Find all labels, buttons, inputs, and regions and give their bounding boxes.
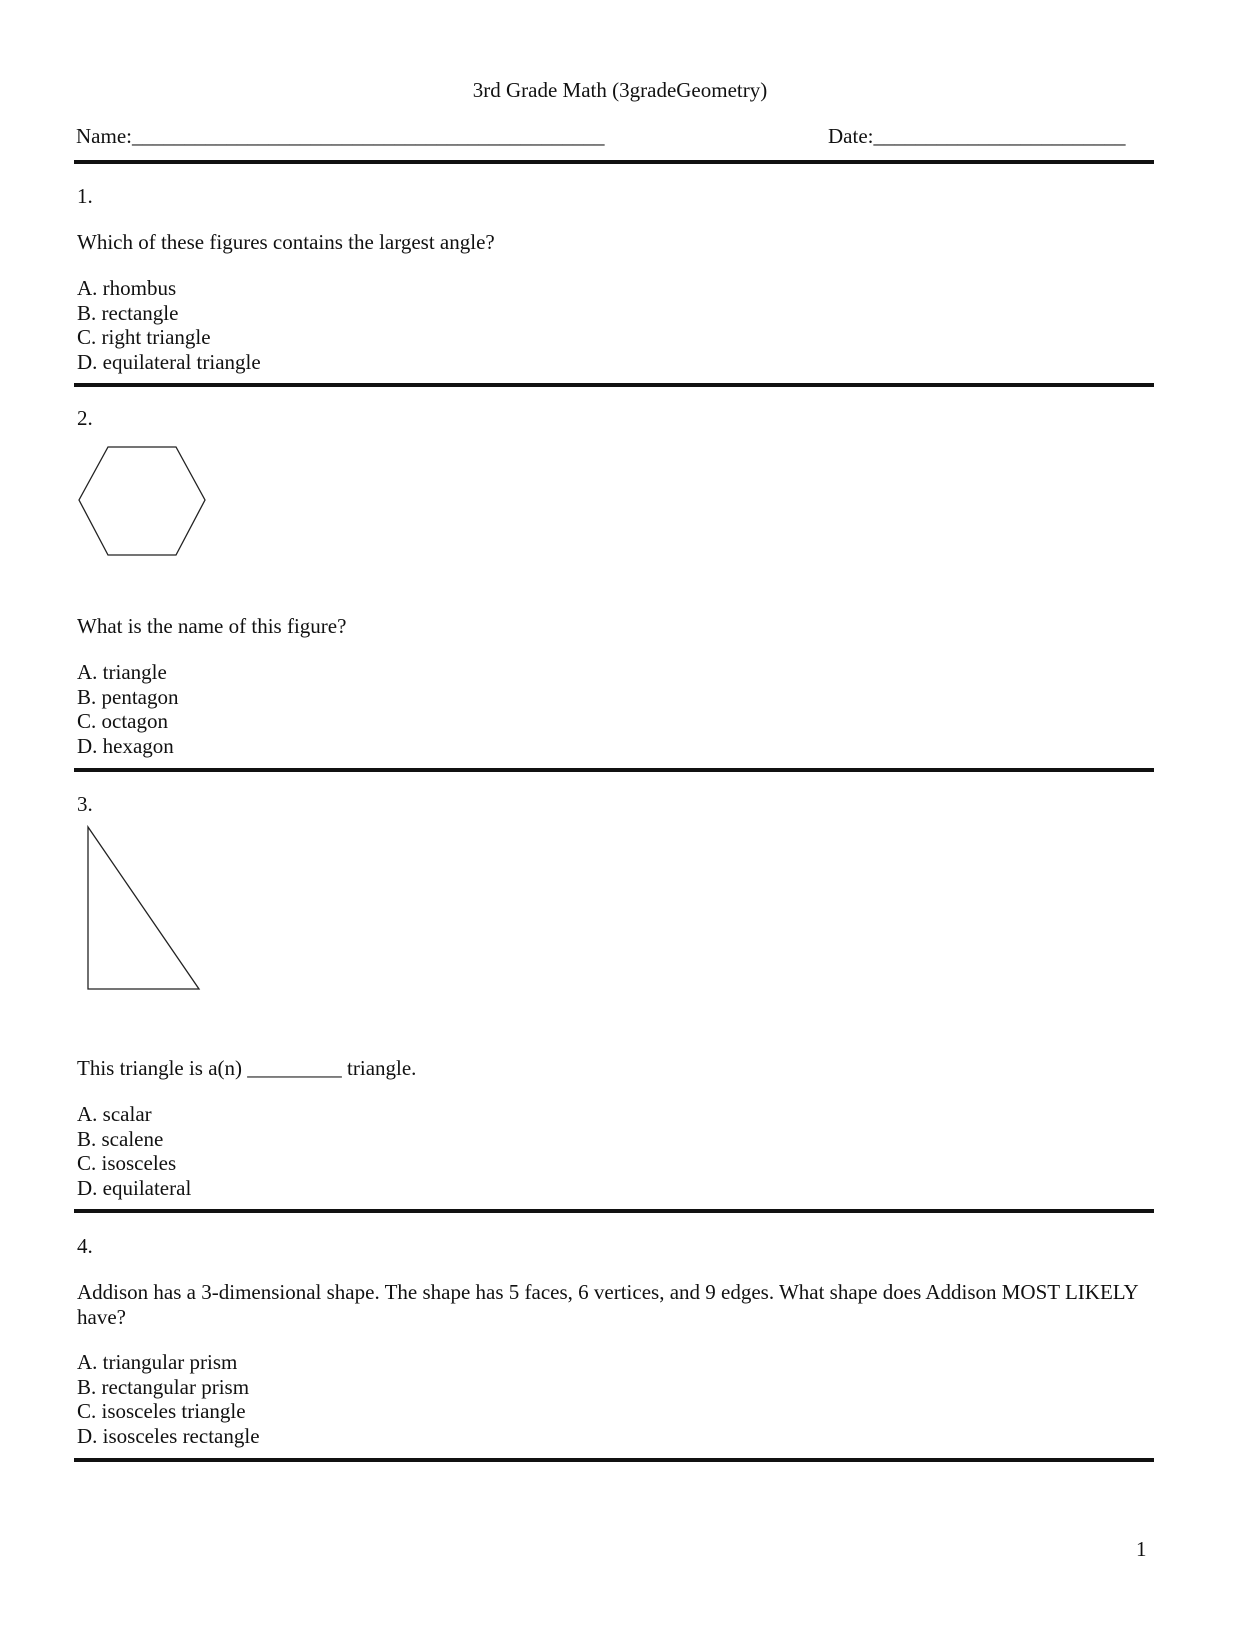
question-number: 1. [77,184,93,208]
divider [74,383,1154,387]
choice-d: D. equilateral triangle [77,349,261,374]
divider [74,1209,1154,1213]
choice-c: C. octagon [77,709,168,733]
choice-c: C. right triangle [77,325,211,349]
right-triangle-figure-icon [84,823,204,993]
question-number: 2. [77,406,93,430]
divider [74,160,1154,164]
page-title: 3rd Grade Math (3gradeGeometry) [472,78,768,102]
header-row [76,124,1152,154]
question-text: This triangle is a(n) _________ triangle. [77,1056,417,1080]
answer-choices [77,276,261,374]
page-number: 1 [1136,1537,1147,1561]
choice-c: C. isosceles triangle [77,1399,246,1423]
choice-d: D. isosceles rectangle [77,1423,260,1448]
question-text: Addison has a 3-dimensional shape. The shape has 5 faces, 6 vertices, and 9 edges. What shape does Addison MOST LIKELY have? [77,1280,1138,1329]
hexagon-figure-icon [76,444,208,558]
choice-d: D. equilateral [77,1175,192,1200]
name-field-label: Name:_____________________________________________ [76,124,605,148]
choice-a: A. rhombus [77,276,177,300]
divider [74,768,1154,772]
choice-a: A. triangle [77,660,167,684]
question-number: 3. [77,792,93,816]
choice-b: B. pentagon [77,684,179,709]
choice-d: D. hexagon [77,733,174,758]
question-number: 4. [77,1234,93,1258]
choice-a: A. triangular prism [77,1350,238,1374]
choice-b: B. scalene [77,1126,164,1151]
question-text: Which of these figures contains the largest angle? [77,230,495,254]
date-field-label: Date:________________________ [828,124,1126,148]
choice-b: B. rectangle [77,300,179,325]
choice-c: C. isosceles [77,1151,177,1175]
question-text: What is the name of this figure? [77,614,347,638]
divider [74,1458,1154,1462]
choice-b: B. rectangular prism [77,1374,250,1399]
answer-choices [77,1102,191,1200]
choice-a: A. scalar [77,1102,152,1126]
answer-choices [77,1350,260,1448]
answer-choices [77,660,178,758]
